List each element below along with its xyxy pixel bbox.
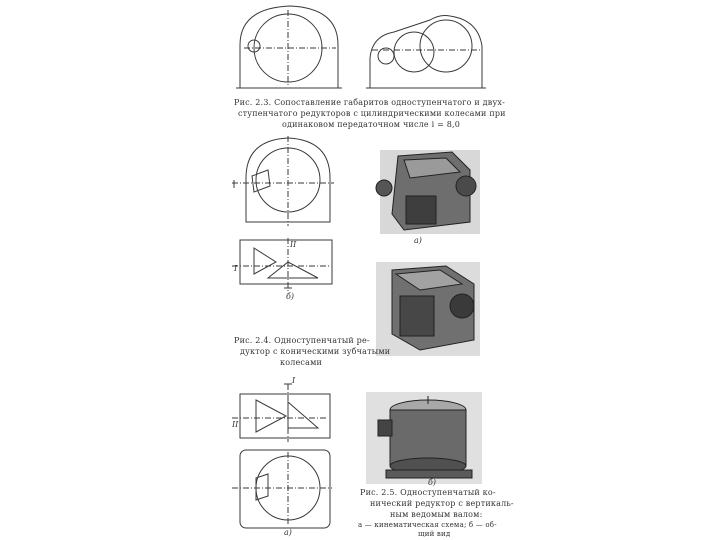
fig24-caption-line1: Рис. 2.4. Одноступенчатый ре-	[234, 336, 370, 345]
photo-reducer-1	[376, 150, 480, 234]
photo-reducer-3	[366, 392, 482, 484]
fig25-shaft-label-i: I	[292, 376, 296, 385]
fig25-photo-label: б)	[428, 478, 437, 487]
fig23-two-stage-drawing	[366, 16, 486, 89]
fig25-caption-line5: щий вид	[418, 530, 451, 538]
fig25-kinematic-scheme	[232, 384, 330, 442]
fig24-caption-line3: колесами	[280, 358, 323, 367]
fig23-caption-line2: ступенчатого редукторов с цилиндрическими колесами при	[238, 109, 506, 118]
fig24-photo-label: а)	[414, 236, 422, 245]
fig24-top-view-drawing	[232, 136, 334, 226]
fig24-caption-line2: дуктор с коническими зубчатыми	[240, 347, 391, 356]
fig24-shaft-label-ii: II	[290, 240, 297, 249]
fig25-caption-line1: Рис. 2.5. Одноступенчатый ко-	[360, 488, 496, 497]
fig24-kinematic-scheme	[232, 238, 332, 292]
fig25-shaft-label-ii: II	[232, 420, 239, 429]
fig25-caption-line2: нический редуктор с вертикаль-	[370, 499, 514, 508]
fig25-scheme-label: а)	[284, 528, 292, 537]
fig23-caption-line3: одинаковом передаточном числе i = 8,0	[282, 120, 461, 129]
fig24-scheme-label: б)	[286, 292, 295, 301]
fig25-top-view-drawing	[232, 450, 332, 528]
fig25-caption-line4: а — кинематическая схема; б — об-	[358, 521, 497, 529]
photo-reducer-2	[376, 262, 480, 356]
fig23-single-stage-drawing	[236, 6, 342, 88]
fig25-caption-line3: ным ведомым валом:	[390, 510, 483, 519]
fig24-shaft-label-i: I	[234, 264, 238, 273]
fig23-caption-line1: Рис. 2.3. Сопоставление габаритов одноступенчатого и двух-	[234, 98, 505, 107]
